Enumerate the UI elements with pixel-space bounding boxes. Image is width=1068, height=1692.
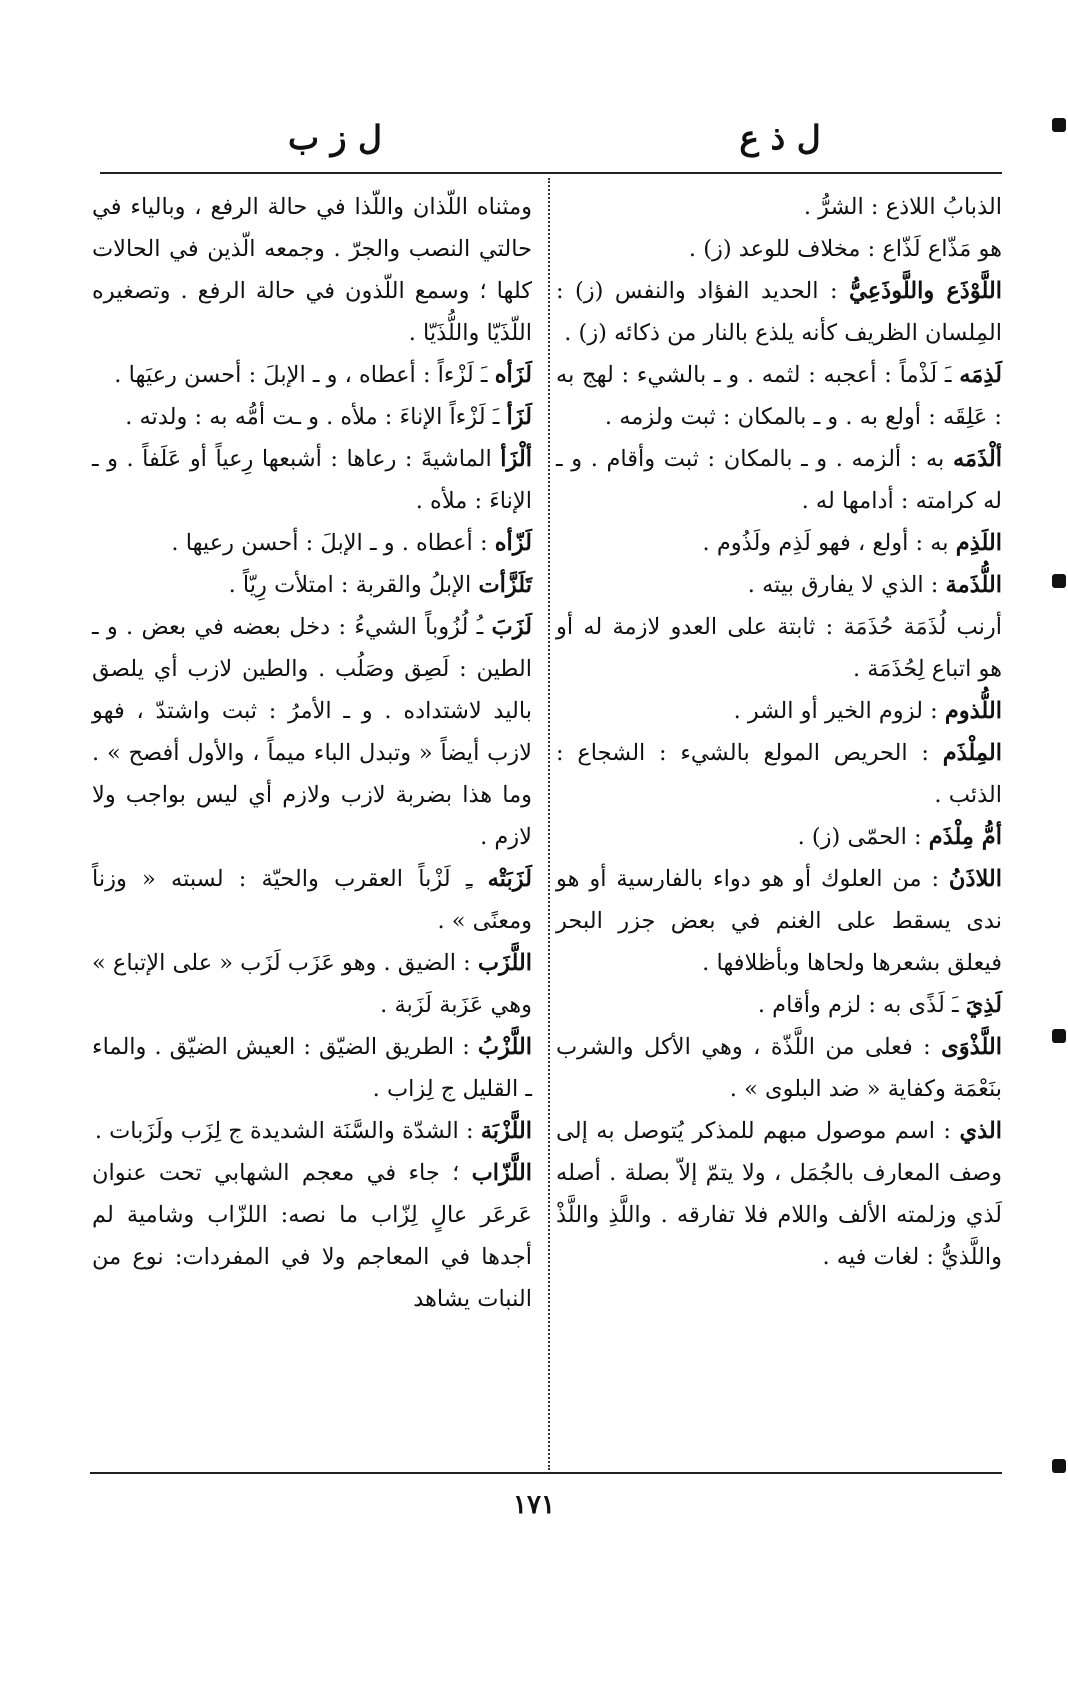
right-column [556,186,1002,1278]
entry-definition: : فعلى من اللَّذّة ، وهي الأكل والشرب بنَعْمَة وكفاية « ضد البلوى » . [556,1034,1002,1102]
entry-headword: اللَذِم [955,530,1002,556]
dictionary-entry [556,816,1002,858]
entry-headword: لَزَبَ [491,614,532,640]
dictionary-entry [556,984,1002,1026]
entry-definition: : الشدّة والسَّنَة الشديدة ج لِزَب ولَزَبات . [94,1118,481,1144]
dictionary-entry [92,1152,532,1320]
dictionary-entry [556,354,1002,438]
entry-definition: الإبلُ والقربة : امتلأت رِيّاً . [228,572,479,598]
entry-definition: : أعطاه . و ـ الإبلَ : أحسن رعيها . [171,530,495,556]
entry-definition: ـَ لَزْءاً الإناءَ : ملأه . و ـت أمُّه به : ولدته . [125,404,507,430]
dictionary-entry [92,354,532,396]
margin-mark-icon [1052,1459,1066,1473]
entry-definition: : اسم موصول مبهم للمذكر يُتوصل به إلى وصف المعارف بالجُمَل ، ولا يتمّ إلاّ بصلة . أصله لَذي وزلمته الألف واللام فلا تفارقه . واللَّذِ واللَّذْ واللَّذيُّ : لغات فيه . [556,1118,1002,1270]
entry-definition: ـَ لَزْءاً : أعطاه ، و ـ الإبلَ : أحسن رعيَها . [114,362,495,388]
dictionary-entry [556,522,1002,564]
dictionary-entry [92,942,532,1026]
entry-definition: : الحديد الفؤاد والنفس (ز) : المِلسان الظريف كأنه يلذع بالنار من ذكائه (ز) . [556,278,1002,346]
entry-headword: اللَّزّاب [471,1160,532,1186]
entry-headword: لَذِيَ [965,992,1002,1018]
entry-definition: ـَ لَذْماً : أعجبه : لثمه . و ـ بالشيء : لهج به : عَلِقَه : أولع به . و ـ بالمكان : ثبت ولزمه . [556,362,1002,430]
entry-definition: : الحمّى (ز) . [797,824,929,850]
entry-definition: به : أولع ، فهو لَذِم ولَذُوم . [702,530,956,556]
dictionary-entry [92,858,532,942]
entry-headword: اللَّزْبَة [480,1118,532,1144]
entry-headword: تَلَزَّأت [478,572,532,598]
margin-mark-icon [1052,118,1066,132]
entry-definition: : لزوم الخير أو الشر . [733,698,945,724]
entry-headword: اللَّوْذَع واللَّوذَعِيُّ [849,278,1002,304]
entry-headword: اللَّذْوَى [941,1034,1002,1060]
entry-headword: اللُّذَمة [945,572,1002,598]
margin-mark-icon [1052,1029,1066,1043]
entry-definition: : الطريق الضيّق : العيش الضيّق . والماء ـ القليل ج لِزاب . [92,1034,532,1102]
dictionary-entry [92,564,532,606]
entry-definition: ومثناه اللّذان واللّذا في حالة الرفع ، وبالياء في حالتي النصب والجرّ . وجمعه الّذين في الحالات كلها ؛ وسمع اللّذون في حالة الرفع . وتصغيره اللّذَيّا واللُّذَيّا . [92,194,532,346]
entry-headword: اللَّزْبُ [477,1034,532,1060]
dictionary-entry [92,438,532,522]
dictionary-entry [556,438,1002,522]
dictionary-entry [92,522,532,564]
dictionary-entry [556,1110,1002,1278]
entry-headword: لَزَأ [506,404,532,430]
entry-definition: : الضيق . وهو عَزَب لَزَب « على الإتباع » وهي عَزَبة لَزَبة . [92,950,532,1018]
entry-headword: ألْزَأ [500,446,532,472]
entry-headword: لَزَأه [494,362,532,388]
dictionary-entry [92,1110,532,1152]
dictionary-entry [556,858,1002,984]
dictionary-entry [92,1026,532,1110]
dictionary-entry [556,732,1002,816]
entry-definition: الذبابُ اللاذع : الشرُّ . [803,194,1002,220]
entry-headword: اللاذَنُ [948,866,1002,892]
header-rule [100,172,1002,174]
footer-rule [90,1472,1002,1474]
entry-definition: : الحريص المولع بالشيء : الشجاع : الذئب . [556,740,1002,808]
dictionary-entry [92,186,532,354]
entry-definition: ـُ لُزُوباً الشيءُ : دخل بعضه في بعض . و ـ الطين : لَصِق وصَلُب . والطين لازب أي يلصق باليد لاشتداده . و ـ الأمرُ : ثبت واشتدّ ، فهو لازب أيضاً « وتبدل الباء ميماً ، والأول أفصح » . وما هذا بضربة لازب ولازم أي ليس بواجب ولا لازم . [92,614,532,850]
dictionary-entry [556,564,1002,606]
margin-mark-icon [1052,574,1066,588]
entry-headword: أمُّ مِلْذَم [928,824,1002,850]
entry-headword: ألْذَمَه [952,446,1002,472]
entry-headword: الذي [959,1118,1002,1144]
column-divider [548,178,550,1470]
entry-definition: ـِ لَزْباً العقرب والحيّة : لسبته « وزناً ومعنًى » . [92,866,532,934]
dictionary-entry [92,606,532,858]
entry-definition: ؛ جاء في معجم الشهابي تحت عنوان عَرعَر عالٍ لِزّاب ما نصه: اللزّاب وشامية لم أجدها في المعاجم ولا في المفردات: نوع من النبات يشاهد [92,1160,532,1312]
dictionary-entry [556,606,1002,690]
entry-definition: الماشيةَ : رعاها : أشبعها رِعياً أو عَلَفاً . و ـ الإناءَ : ملأه . [92,446,532,514]
dictionary-entry [556,1026,1002,1110]
dictionary-entry [92,396,532,438]
entry-definition: هو مَذّاع لَذّاع : مخلاف للوعد (ز) . [688,236,1002,262]
entry-definition: : من العلوك أو هو دواء بالفارسية أو هو ندى يسقط على الغنم في بعض جزر البحر فيعلق بشعرها ولحاها وبأظلافها . [556,866,1002,976]
entry-headword: لَذِمَه [959,362,1002,388]
dictionary-entry [556,270,1002,354]
entry-headword: المِلْذَم [942,740,1002,766]
entry-definition: به : ألزمه . و ـ بالمكان : ثبت وأقام . و ـ له كرامته : أدامها له . [556,446,1002,514]
entry-headword: لَزّأه [494,530,532,556]
entry-headword: اللَّزَب [477,950,532,976]
page-number: ١٧١ [513,1490,555,1520]
entry-definition: ـَ لَذًى به : لزم وأقام . [757,992,966,1018]
dictionary-entry [556,186,1002,228]
entry-headword: اللُّذوم [944,698,1002,724]
running-header-root-right: ل ذ ع [739,118,821,157]
running-header-root-left: ل ز ب [288,118,382,157]
dictionary-entry [556,228,1002,270]
left-column [92,186,532,1320]
entry-definition: أرنب لُذَمَة حُذَمَة : ثابتة على العدو لازمة له أو هو اتباع لِحُذَمَة . [556,614,1002,682]
dictionary-entry [556,690,1002,732]
entry-headword: لَزَبَتْه [487,866,532,892]
entry-definition: : الذي لا يفارق بيته . [747,572,946,598]
